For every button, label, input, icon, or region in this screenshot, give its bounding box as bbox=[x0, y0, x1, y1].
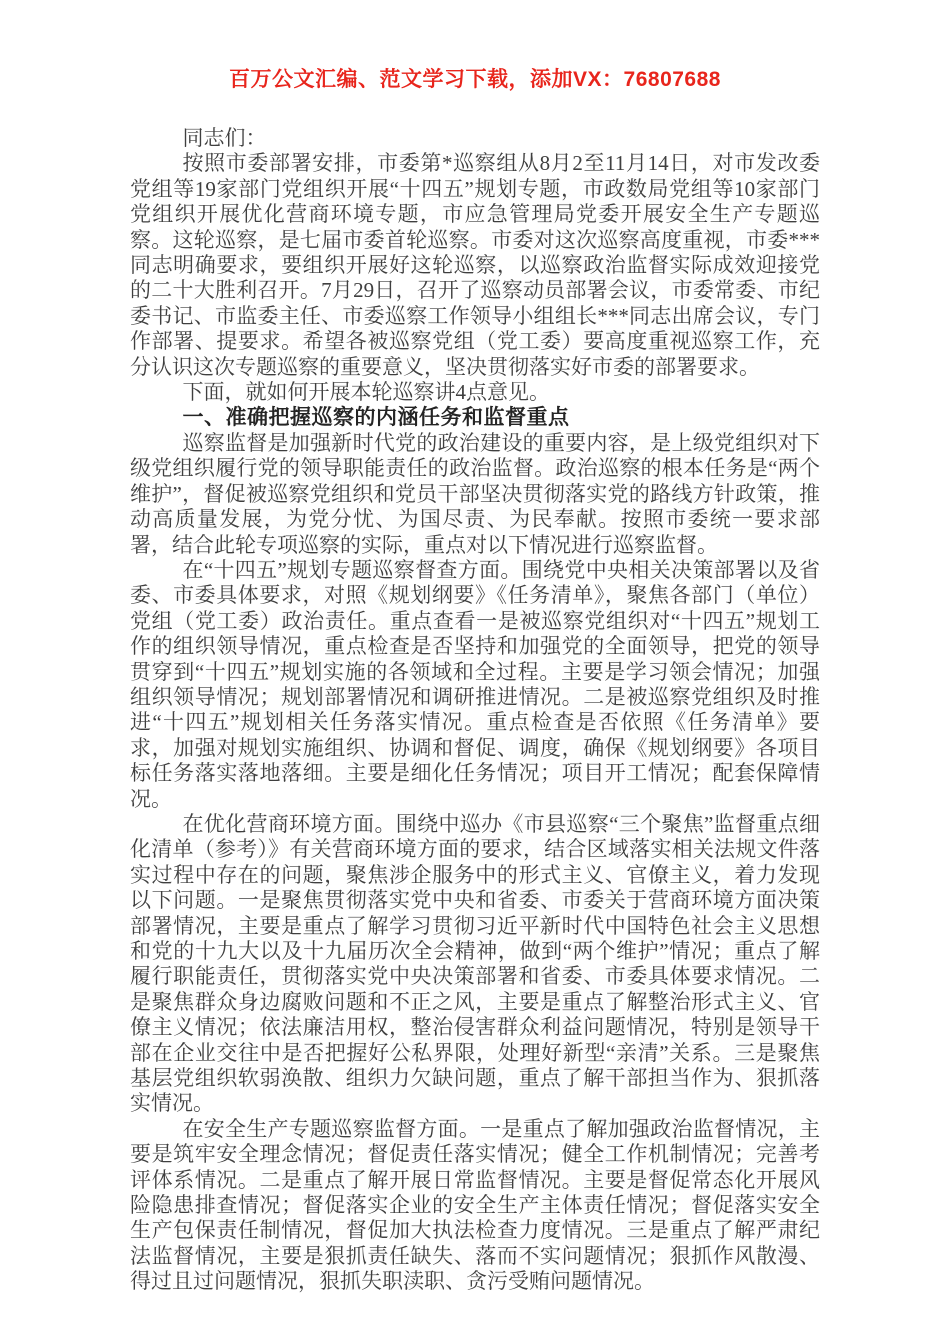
planning-special-inspection-paragraph: 在“十四五”规划专题巡察督查方面。围绕党中央相关决策部署以及省委、市委具体要求，对照《规划纲要》《任务清单》，聚焦各部门（单位）党组（党工委）政治责任。重点查看一是被巡察党组织对“十四五”规划工作的组织领导情况，重点检查是否坚持和加强党的全面领导，把党的领导贯穿到“十四五”规划实施的各领域和全过程。主要是学习领会情况；加强组织领导情况；规划部署情况和调研推进情况。二是被巡察党组织及时推进“十四五”规划相关任务落实情况。重点检查是否依照《任务清单》要求，加强对规划实施组织、协调和督促、调度，确保《规划纲要》各项目标任务落实落地落细。主要是细化任务情况；项目开工情况；配套保障情况。 bbox=[130, 557, 820, 811]
document-body bbox=[130, 126, 820, 1295]
inspection-overview-paragraph: 巡察监督是加强新时代党的政治建设的重要内容，是上级党组织对下级党组织履行党的领导职能责任的政治监督。政治巡察的根本任务是“两个维护”，督促被巡察党组织和党员干部坚决贯彻落实党的路线方针政策，推动高质量发展，为党分忧、为国尽责、为民奉献。按照市委统一要求部署，结合此轮专项巡察的实际，重点对以下情况进行巡察监督。 bbox=[130, 430, 820, 557]
salutation-line: 同志们： bbox=[182, 126, 267, 150]
business-environment-paragraph: 在优化营商环境方面。围绕中巡办《市县巡察“三个聚焦”监督重点细化清单（参考）》有关营商环境方面的要求，结合区域落实相关法规文件落实过程中存在的问题，聚焦涉企服务中的形式主义、官僚主义，着力发现以下问题。一是聚焦贯彻落实党中央和省委、市委关于营商环境方面决策部署情况，主要是重点了解学习贯彻习近平新时代中国特色社会主义思想和党的十九大以及十九届历次全会精神，做到“两个维护”情况；重点了解履行职能责任，贯彻落实党中央决策部署和省委、市委具体要求情况。二是聚焦群众身边腐败问题和不正之风，主要是重点了解整治形式主义、官僚主义情况；依法廉洁用权，整治侵害群众利益问题情况，特别是领导干部在企业交往中是否把握好公私界限，处理好新型“亲清”关系。三是聚焦基层党组织软弱涣散、组织力欠缺问题，重点了解干部担当作为、狠抓落实情况。 bbox=[130, 811, 820, 1116]
work-safety-paragraph: 在安全生产专题巡察监督方面。一是重点了解加强政治监督情况，主要是筑牢安全理念情况；督促责任落实情况；健全工作机制情况；完善考评体系情况。二是重点了解开展日常监督情况。主要是督促常态化开展风险隐患排查情况；督促落实企业的安全生产主体责任情况；督促落实安全生产包保责任制情况，督促加大执法检查力度情况。三是重点了解严肃纪法监督情况，主要是狠抓责任缺失、落而不实问题情况；狠抓作风散漫、得过且过问题情况，狠抓失职渎职、贪污受贿问题情况。 bbox=[130, 1116, 820, 1294]
transition-line: 下面，就如何开展本轮巡察讲4点意见。 bbox=[182, 380, 550, 405]
promo-banner-text: 百万公文汇编、范文学习下载，添加VX：76807688 bbox=[229, 68, 721, 91]
section-1-heading: 一、准确把握巡察的内涵任务和监督重点 bbox=[182, 406, 570, 430]
opening-paragraph: 按照市委部署安排，市委第*巡察组从8月2至11月14日，对市发改委党组等19家部门党组织开展“十四五”规划专题，市政数局党组等10家部门党组织开展优化营商环境专题，市应急管理局党委开展安全生产专题巡察。这轮巡察，是七届市委首轮巡察。市委对这次巡察高度重视，市委***同志明确要求，要组织开展好这轮巡察，以巡察政治监督实际成效迎接党的二十大胜利召开。7月29日，召开了巡察动员部署会议，市委常委、市纪委书记、市监委主任、市委巡察工作领导小组组长***同志出席会议，专门作部署、提要求。希望各被巡察党组（党工委）要高度重视巡察工作，充分认识这次专题巡察的重要意义，坚决贯彻落实好市委的部署要求。 bbox=[130, 151, 820, 379]
